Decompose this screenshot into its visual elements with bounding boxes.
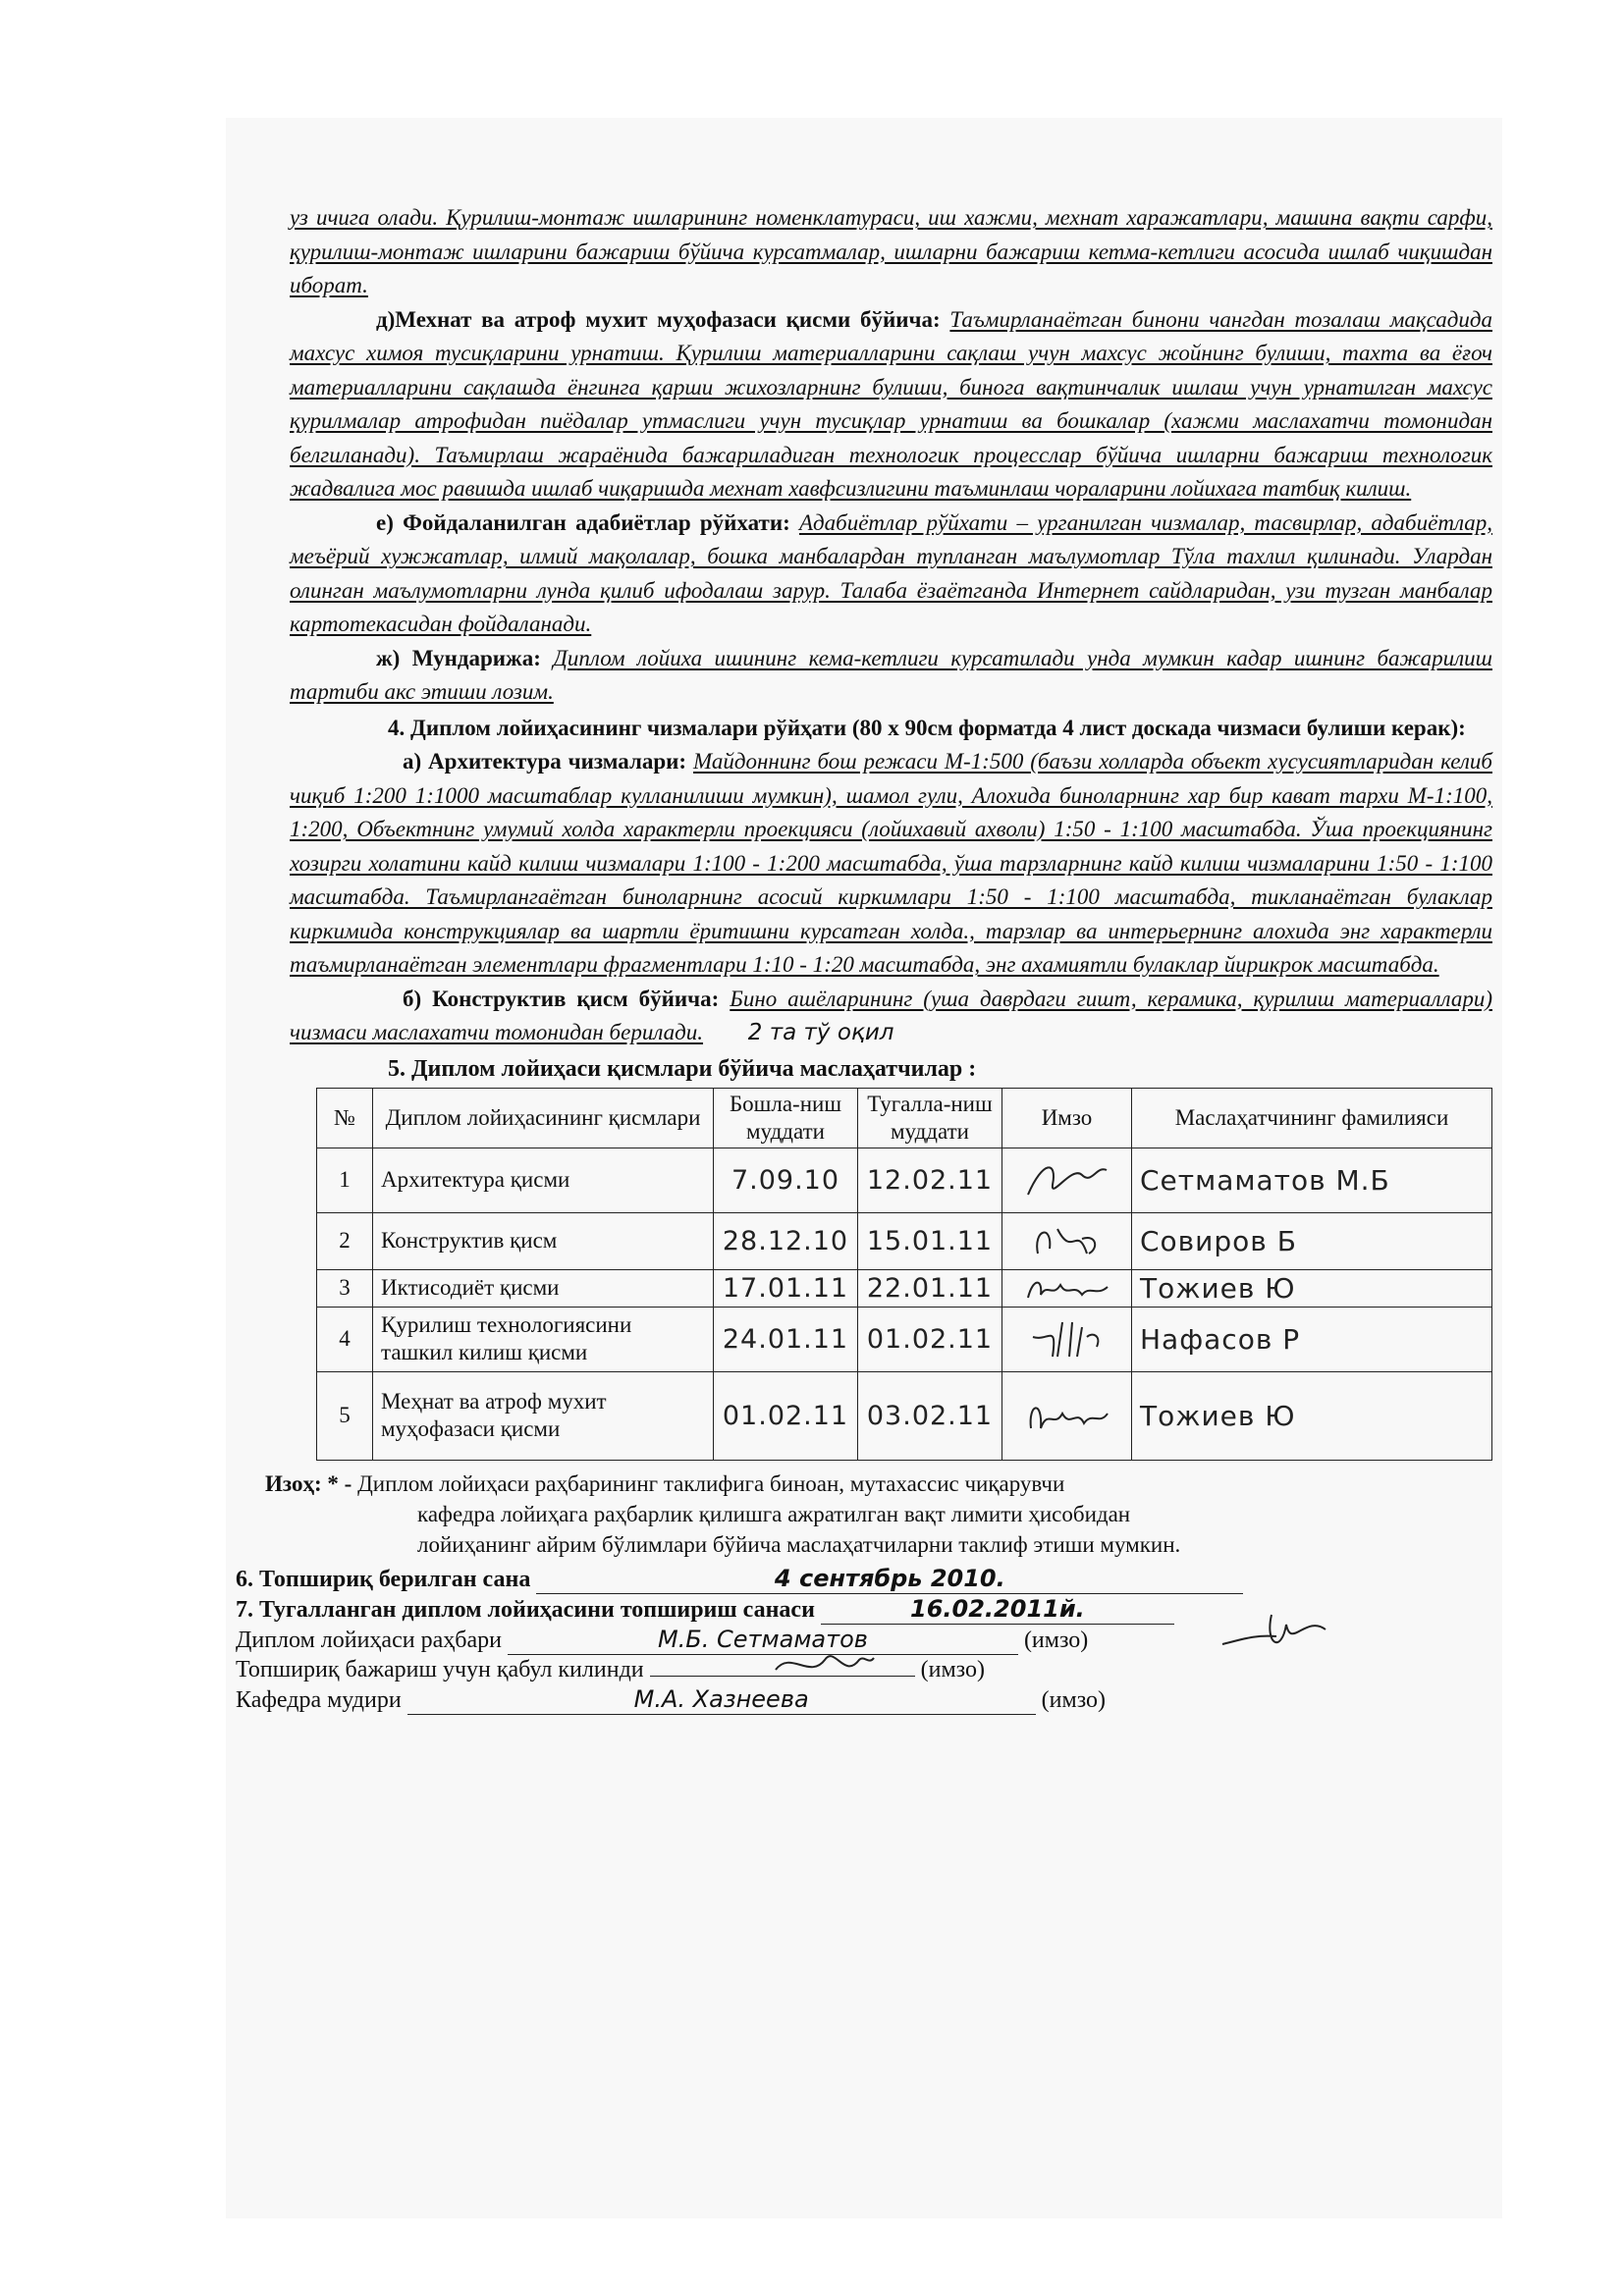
section4-a [290,745,1492,983]
head-sign-word: (имзо) [1041,1686,1107,1713]
section-d [290,303,1492,507]
col-num: № [317,1088,373,1148]
table-row [317,1371,1492,1460]
row-num: 1 [317,1148,373,1212]
note-rest: кафедра лойиҳага раҳбарлик қилишга ажратилган вақт лимити ҳисобидан лойиҳанинг айрим бўлимлари бўйича маслаҳатчиларни таклиф этиши мумкин. [417,1501,1181,1557]
table-header-row [317,1088,1492,1148]
submit-date-value: 16.02.2011й. [821,1594,1174,1625]
row-num: 3 [317,1269,373,1307]
row-num: 4 [317,1307,373,1371]
col-consultant: Маслаҳатчининг фамилияси [1132,1088,1492,1148]
signature-mark [1002,1212,1132,1269]
signature-mark [1002,1307,1132,1371]
row-num: 2 [317,1212,373,1269]
row-consultant: Сетмаматов М.Б [1132,1148,1492,1212]
section4-title: 4. Диплом лойиҳасининг чизмалари рўйҳати (80 х 90см форматда 4 лист доскада чизмаси булиши керак): [388,715,1466,740]
intro-paragraph: уз ичига олади. Қурилиш-монтаж ишларининг номенклатураси, иш хажми, мехнат харажатлари, машина вақти сарфи, қурилиш-монтаж ишларини бажариш бўйича курсатмалар, ишларни бажариш кетма-кетлиги асосида ишлаб чиқишдан иборат. [290,205,1492,297]
document-page [236,201,1493,1715]
row-start: 7.09.10 [714,1148,858,1212]
accepted-sign-word: (имзо) [920,1656,985,1682]
table-row [317,1269,1492,1307]
col-part: Диплом лойиҳасининг қисмлари [373,1088,714,1148]
head-line [236,1684,1492,1715]
row-part: Конструктив қисм [373,1212,714,1269]
table-row [317,1307,1492,1371]
note-label: Изоҳ: * - [265,1470,352,1496]
supervisor-value: М.Б. Сетмаматов [508,1625,1018,1655]
row-consultant: Нафасов Р [1132,1307,1492,1371]
section4-b [290,983,1492,1050]
col-start: Бошла-ниш муддати [714,1088,858,1148]
section-d-label: д)Мехнат ва атроф мухит муҳофазаси қисми бўйича: [376,306,941,332]
section-zh [290,642,1492,710]
section4-b-label: б) Конструктив қисм бўйича: [403,986,720,1011]
row-end: 22.01.11 [858,1269,1002,1307]
supervisor-label: Диплом лойиҳаси раҳбари [236,1627,502,1653]
signature-mark [1002,1371,1132,1460]
head-label: Кафедра мудири [236,1686,402,1713]
table-row [317,1148,1492,1212]
section-d-text: Таъмирланаётган бинони чангдан тозалаш мақсадида махсус химоя тусиқларини урнатиш. Қурилиш материалларини сақлаш учун махсус жойнинг булиши, тахта ва ёғоч материалларини сақлашда ёнгинга қарши жихозларнинг булиши, бинога вақтинчалик ишлаш учун урнатилган махсус қурилмалар атрофидан пиёдалар утмаслиги учун тусиқлар урнатиш ва бошкалар (хажми маслахатчи томонидан белгиланади). Таъмирлаш жараёнида бажариладиган технологик процесслар бўйича ишларни бажариш технологик жадвалига мос равишда ишлаб чиқаришда мехнат хавфсизлигини таъминлаш чораларини лойихага татбиқ килиш. [290,306,1493,501]
accepted-label: Топшириқ бажариш учун қабул килинди [236,1656,644,1682]
row-end: 01.02.11 [858,1307,1002,1371]
section-e-label: е) Фойдаланилган адабиётлар рўйхати: [376,509,790,535]
student-signature [771,1640,879,1689]
row-part: Меҳнат ва атроф мухит муҳофазаси қисми [373,1371,714,1460]
row-start: 01.02.11 [714,1371,858,1460]
issue-date-label: 6. Топшириқ берилган сана [236,1566,531,1592]
section4-b-text: Бино ашёларининг (уша даврдаги гишт, керамика, қурилиш материаллари) чизмаси маслахатчи томонидан берилади. [290,986,1492,1044]
section5-title: 5. Диплом лойиҳаси қисмлари бўйича маслаҳатчилар : [388,1055,977,1082]
section-zh-text: Диплом лойиха ишининг кема-кетлиги курсатилади унда мумкин кадар ишнинг бажарилиш тартиби акс этиши лозим. [290,645,1493,704]
row-consultant: Тожиев Ю [1132,1371,1492,1460]
head-value: М.А. Хазнеева [407,1684,1036,1715]
issue-date-value: 4 сентябрь 2010. [536,1564,1243,1594]
signature-mark [1002,1269,1132,1307]
row-consultant: Тожиев Ю [1132,1269,1492,1307]
row-start: 17.01.11 [714,1269,858,1307]
row-start: 28.12.10 [714,1212,858,1269]
row-end: 12.02.11 [858,1148,1002,1212]
row-part: Қурилиш технологиясини ташкил килиш қисми [373,1307,714,1371]
note-block [265,1468,1492,1560]
row-end: 15.01.11 [858,1212,1002,1269]
accepted-line [236,1655,1492,1684]
row-part: Архитектура қисми [373,1148,714,1212]
section4-a-label: а) Архитектура чизмалари: [403,749,687,774]
section4-b-handwritten: 2 та тў оқил [747,1020,894,1045]
note-first-line [265,1468,1492,1499]
section4-a-text: Майдоннинг бош режаси М-1:500 (баъзи холларда объект хусусиятларидан келиб чиқиб 1:200 1:1000 масштаблар кулланилиши мумкин), шамол гули, Алохида биноларнинг хар бир кават тархи М-1:100, 1:200, Объектнинг умумий холда характерли проекцияси (лойихавий ахволи) 1:50 - 1:100 масштабда. Ўша проекциянинг хозирги холатини кайд килиш чизмалари 1:100 - 1:200 масштабда, ўша тарзларнинг кайд килиш чизмаларини 1:50 - 1:100 масштабда. Таъмирлангаётган биноларнинг асосий киркимлари 1:50 - 1:100 масштабда, тикланаётган булаклар киркимида конструкциялар ва шартли ёритишни курсатган холда., тарзлар ва интерьернинг алохида энг характерли таъмирланаётган элементлари фрагментлари 1:10 - 1:20 масштабда, энг ахамиятли булаклар йирикрок масштабда. [290,749,1492,977]
section-e [290,507,1492,642]
section-zh-label: ж) Мундарижа: [376,645,541,670]
issue-date-line [236,1564,1492,1594]
consultants-table [316,1088,1492,1461]
row-start: 24.01.11 [714,1307,858,1371]
row-part: Иктисодиёт қисми [373,1269,714,1307]
table-row [317,1212,1492,1269]
submit-date-label: 7. Тугалланган диплом лойиҳасини топшириш санаси [236,1596,815,1623]
supervisor-sign-word: (имзо) [1023,1627,1089,1653]
row-end: 03.02.11 [858,1371,1002,1460]
row-num: 5 [317,1371,373,1460]
note-first: Диплом лойиҳаси раҳбарининг таклифига биноан, мутахассис чиқарувчи [357,1470,1065,1496]
section-e-text: Адабиётлар рўйхати – урганилган чизмалар, тасвирлар, адабиётлар, меъёрий хужжатлар, илмий мақолалар, бошка манбалардан тупланган маълумотлар Тўла тахлил қилинади. Улардан олинган маълумотларни лунда қилиб ифодалаш зарур. Талаба ёзаётганда Интернет сайдларидан, узи тузган манбалар картотекасидан фойдаланади. [290,509,1492,636]
signature-mark [1002,1148,1132,1212]
row-consultant: Совиров Б [1132,1212,1492,1269]
col-end: Тугалла-ниш муддати [858,1088,1002,1148]
col-sign: Имзо [1002,1088,1132,1148]
